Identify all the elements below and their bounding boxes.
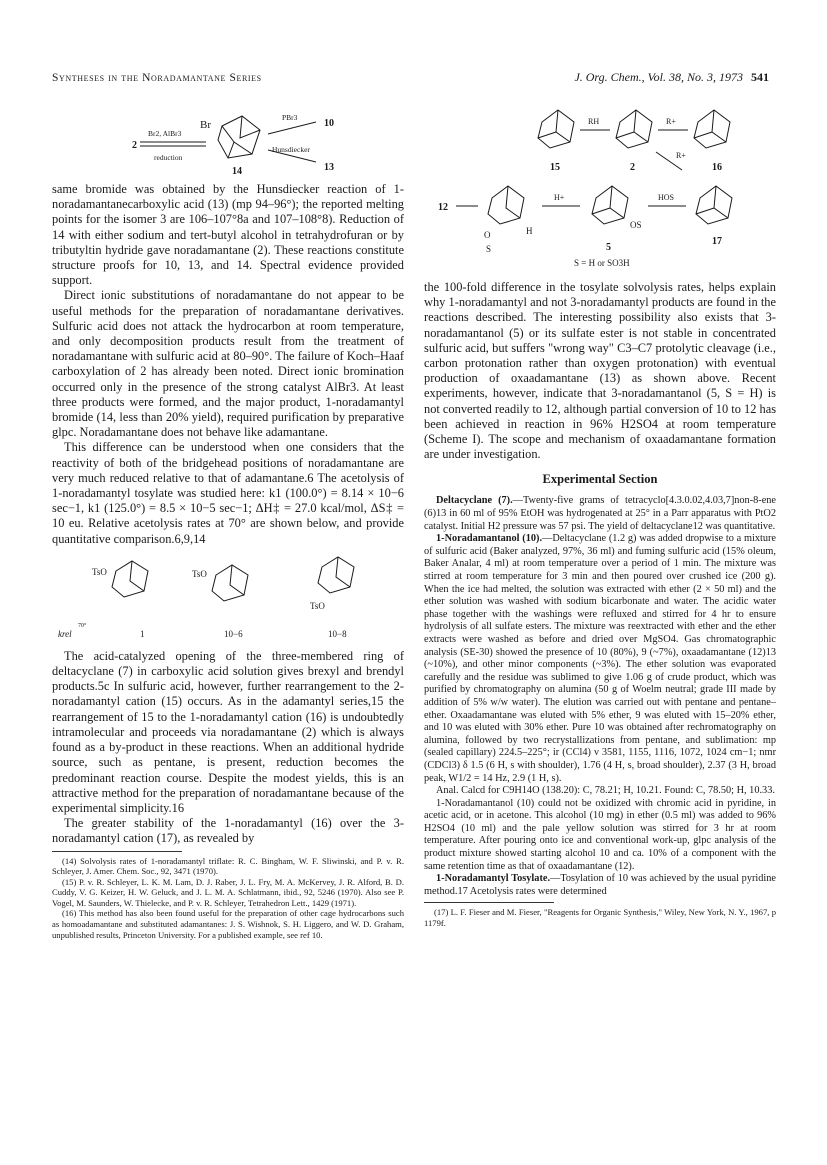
experimental-paragraph xyxy=(424,495,776,533)
compound-14-label: 14 xyxy=(232,166,242,177)
reduction-label: reduction xyxy=(154,153,183,162)
running-title: Syntheses in the Noradamantane Series xyxy=(52,72,262,84)
compound-10-label: 10 xyxy=(324,118,334,129)
rate-value: 10−6 xyxy=(224,628,243,639)
paragraph: The greater stability of the 1-noradamantyl (16) over the 3-noradamantyl cation (17), as revealed by xyxy=(52,816,404,846)
rh-label: RH xyxy=(588,117,600,126)
pbr3-label: PBr3 xyxy=(282,113,298,122)
hunsdiecker-label: Hunsdiecker xyxy=(272,145,310,154)
paragraph-text: —Deltacyclane (1.2 g) was added dropwise to a mixture of sulfuric acid (Baker analyzed, 97%, 36 ml) and fuming sulfuric acid (15% oleum, Baker Analar, 4 ml) at room temperature over a period of 1 min. The mixture was stirred at room temperature for 3 min and then poured over crushed ice (200 g). When the ice had melted, the solution was extracted with ether (2 × 50 ml) and the ether solution was washed with sodium bicarbonate and water. The acidic water phase together with the washings were refluxed and stirred for 4 hr to ensure hydrolysis of all sulfate esters. The mixture was reextracted with ether and the ether extracts were washed as before and dried over MgSO4. Gas chromatographic analysis (SE-30) showed the presence of 10 (80%), 9 (~7%), oxaadamantane (12)13 (~10%), and other minor components (~3%). The ether solution was evaporated carefully and the residue was sublimed to give 1.06 g of crude product, which was purified by chromatography on alumina (50 g of Woelm neutral; grade III made by addition of 5% w/w water). The elution was carried out with pentane and pentane–ether. Oxaadamantane was eluted with 5% ether, 9 was eluted with 15–20% ether, and 10 was eluted with 30% ether. Pure 10 was obtained after rechromatography on alumina, followed by two recrystallizations from pentane, and sublimation: mp (sealed capillary) 224.5–225°; ir (CCl4) ν 3581, 1155, 1116, 1072, 1024 cm−1; nmr (CDCl3) δ 1.5 (6 H, s with shoulder), 1.76 (4 H, s, broad shoulder), 2.37 (3 H, broad peak, W1/2 = 14 Hz, 2.9 (1 H, s). xyxy=(424,533,776,784)
cation-16-structure xyxy=(694,110,730,148)
experimental-paragraph xyxy=(424,873,776,898)
analysis-paragraph: Anal. Calcd for C9H14O (138.20): C, 78.21; H, 10.21. Found: C, 78.50; H, 10.33. xyxy=(436,785,775,797)
paragraph-text: —Tosylation of 10 was achieved by the usual pyridine method.17 Acetolysis rates were determined xyxy=(424,873,776,897)
page-number: 541 xyxy=(751,70,769,84)
cation-17-structure xyxy=(696,186,732,224)
journal-name: J. Org. Chem., Vol. 38, No. 3, 1973 xyxy=(574,70,743,84)
br-label: Br xyxy=(200,119,211,131)
section-heading: Experimental Section xyxy=(542,472,658,487)
paragraph: same bromide was obtained by the Hunsdiecker reaction of 1-noradamantanecarboxylic acid (13) (mp 94–96°); the reported melting points for the isomer 3 are 106–107°8a and 107–108°8). Reduction of 14 with either sodium and tert-butyl alcohol in tetrahydrofuran or by tributyltin hydride gave noradamantane (2). These reactions constitute structure proofs for 10, 13, and 14. Spectral evidence provided support. xyxy=(52,182,404,288)
paragraph: the 100-fold difference in the tosylate solvolysis rates, helps explain why 1-noradamantyl and not 3-noradamantyl products are found in the reactions described. The interesting possibility also exists that 3-noradamantanol (5) or its sulfate ester is not stable in concentrated sulfuric acid, but suffers "wrong way" C3–C7 protolytic cleavage (i.e., carbon protonation rather than oxygen protonation) with eventual production of oxaadamantane (13) as shown above. Recent experiments, however, indicate that 3-noradamantanol (5, S = H) is not converted readily to 12, although partial conversion of 10 to 12 has been achieved in reaction in 96% H2SO4 at room temperature (Scheme I). The scope and mechanism of oxaadamantane formation are under investigation. xyxy=(424,280,777,462)
rate-value: 1 xyxy=(140,628,145,639)
hplus-label: H+ xyxy=(554,193,565,202)
c5-label: 5 xyxy=(606,242,611,253)
paragraph: This difference can be understood when one considers that the reactivity of both of the bridgehead positions of noradamantane are very much reduced relative to that of adamantane.6 The acetolysis of 1-noradamantyl tosylate was studied here: k1 (100.0°) = 8.14 × 10−6 sec−1, k1 (125.0°) = 8.5 × 10−5 sec−1; ΔH‡ = 27.0 kcal/mol, ΔS‡ = 10 eu. Relative acetolysis rates at 70° are shown below, and provide quantitative comparison.6,9,14 xyxy=(52,440,404,546)
experimental-paragraph xyxy=(424,533,776,785)
tso-label: TsO xyxy=(192,568,207,579)
c16-label: 16 xyxy=(712,162,722,173)
runin-heading: 1-Noradamantyl Tosylate. xyxy=(436,873,551,885)
right-column xyxy=(424,280,776,929)
compound-13-label: 13 xyxy=(324,162,334,173)
runin-heading: Deltacyclane (7). xyxy=(436,495,513,507)
noradamantane-structure-14 xyxy=(218,116,260,158)
footnote: (14) Solvolysis rates of 1-noradamantyl triflate: R. C. Bingham, W. F. Sliwinski, and P. v. R. Schleyer, J. Amer. Chem. Soc., 92, 3471 (1970). xyxy=(52,855,404,877)
hos-label: HOS xyxy=(658,193,675,202)
temp-label: 70° xyxy=(78,622,87,629)
h-label: H xyxy=(526,226,533,236)
rplus2-label: R+ xyxy=(676,151,686,160)
compound-2-label: 2 xyxy=(132,140,137,151)
scheme-bromide-synthesis xyxy=(110,108,370,180)
os-label: OS xyxy=(630,220,642,230)
rate-value: 10−8 xyxy=(328,628,347,639)
tso-label: TsO xyxy=(310,600,325,611)
experimental-paragraph: 1-Noradamantanol (10) could not be oxidized with chromic acid in pyridine, in acetic acid, or in acetone. This alcohol (10 mg) in ether (0.5 ml) was added to 96% H2SO4 (10 ml) and the pale yellow solution was stirred for 3 hr at room temperature. After pouring onto ice and conventional work-up, glpc analysis of the product mixture showed starting alcohol 10 and ca. 10% of a component with the same retention time as that of oxaadamantane (12). xyxy=(424,797,776,872)
protonated-intermediate-structure xyxy=(488,186,524,224)
runin-heading: 1-Noradamantanol (10). xyxy=(436,533,543,545)
footnote: (17) L. F. Fieser and M. Fieser, "Reagents for Organic Synthesis," Wiley, New York, N. Y., 1967, p 1179f. xyxy=(424,907,776,929)
c12-label: 12 xyxy=(438,202,448,213)
left-column xyxy=(52,182,404,940)
o-label: O xyxy=(484,230,491,240)
tosylate-rates-figure xyxy=(52,553,404,645)
footnote: (15) P. v. R. Schleyer, L. K. M. Lam, D. J. Raber, J. L. Fry, M. A. McKervey, J. R. Alford, B. D. Cuddy, V. G. Keizer, H. W. Geluck, and J. L. M. A. Schlatmann, ibid., 92, 5246 (1970). Also see P. Vogel, M. Saunders, W. Thielecke, and P. v. R. Schleyer, Tetrahedron Lett., 1429 (1971). xyxy=(52,876,404,908)
tso-label: TsO xyxy=(92,566,107,577)
footnote-rule xyxy=(52,851,182,852)
c17-label: 17 xyxy=(712,236,722,247)
c15-label: 15 xyxy=(550,162,560,173)
s-definition: S = H or SO3H xyxy=(574,258,630,268)
s-label: S xyxy=(486,244,492,254)
c2-label: 2 xyxy=(630,162,635,173)
scheme-cation-rearrangement xyxy=(430,100,780,280)
paragraph-text: —Twenty-five grams of tetracyclo[4.3.0.02,4.03,7]non-8-ene (6)13 in 60 ml of 95% EtOH was hydrogenated at 25° in a Parr apparatus with PtO2 catalyst. Initial H2 pressure was 57 psi. The yield of deltacyclane12 was quantitative. xyxy=(424,495,776,532)
noradamantane-2-structure xyxy=(616,110,652,148)
cation-15-structure xyxy=(538,110,574,148)
journal-citation xyxy=(574,70,769,85)
krel-label: krel xyxy=(58,628,72,639)
paragraph: Direct ionic substitutions of noradamantane do not appear to be useful methods for the preparation of noradamantane derivatives. Sulfuric acid does not attack the hydrocarbon at room temperature, and only decomposition products result from the treatment of noradamantane with sulfuric acid at 80–90°. The failure of Koch–Haaf carboxylation of 2 has already been noted. Direct ionic bromination occurred only in the presence of the strong catalyst AlBr3. At least three products were formed, and the major product, 1-noradamantyl bromide (14, less than 20% yield), required purification by preparative glpc. Noradamantane does not behave like adamantane. xyxy=(52,288,404,440)
footnote-rule xyxy=(424,902,554,903)
rplus-label: R+ xyxy=(666,117,676,126)
reagent-br2-albr3: Br2, AlBr3 xyxy=(148,129,182,138)
paragraph: The acid-catalyzed opening of the three-membered ring of deltacyclane (7) in carboxylic acid solution gives brexyl and brendyl products.5c In sulfuric acid, however, further rearrangement to the 2-noradamantyl cation (15) occurs. As in the adamantyl series,15 the rearrangement of 15 to the 1-noradamantyl cation (16) is undoubtedly intramolecular and proceeds via noradamantane (2) which is always found as a by-product in these reactions. When an additional hydride source, such as pentane, is present, reduction becomes the predominant reaction course. Despite the modest yields, this is an attractive method for the preparation of noradamantane because of the experimental simplicity.16 xyxy=(52,648,404,815)
noradamantanol-5-structure xyxy=(592,186,628,224)
footnote: (16) This method has also been found useful for the preparation of other cage hydrocarbons such as homoadamantane and substituted adamantanes: J. S. Wishnok, S. H. Liggero, and W. D. Graham, unpublished results, Princeton University. For a published example, see ref 10. xyxy=(52,908,404,940)
